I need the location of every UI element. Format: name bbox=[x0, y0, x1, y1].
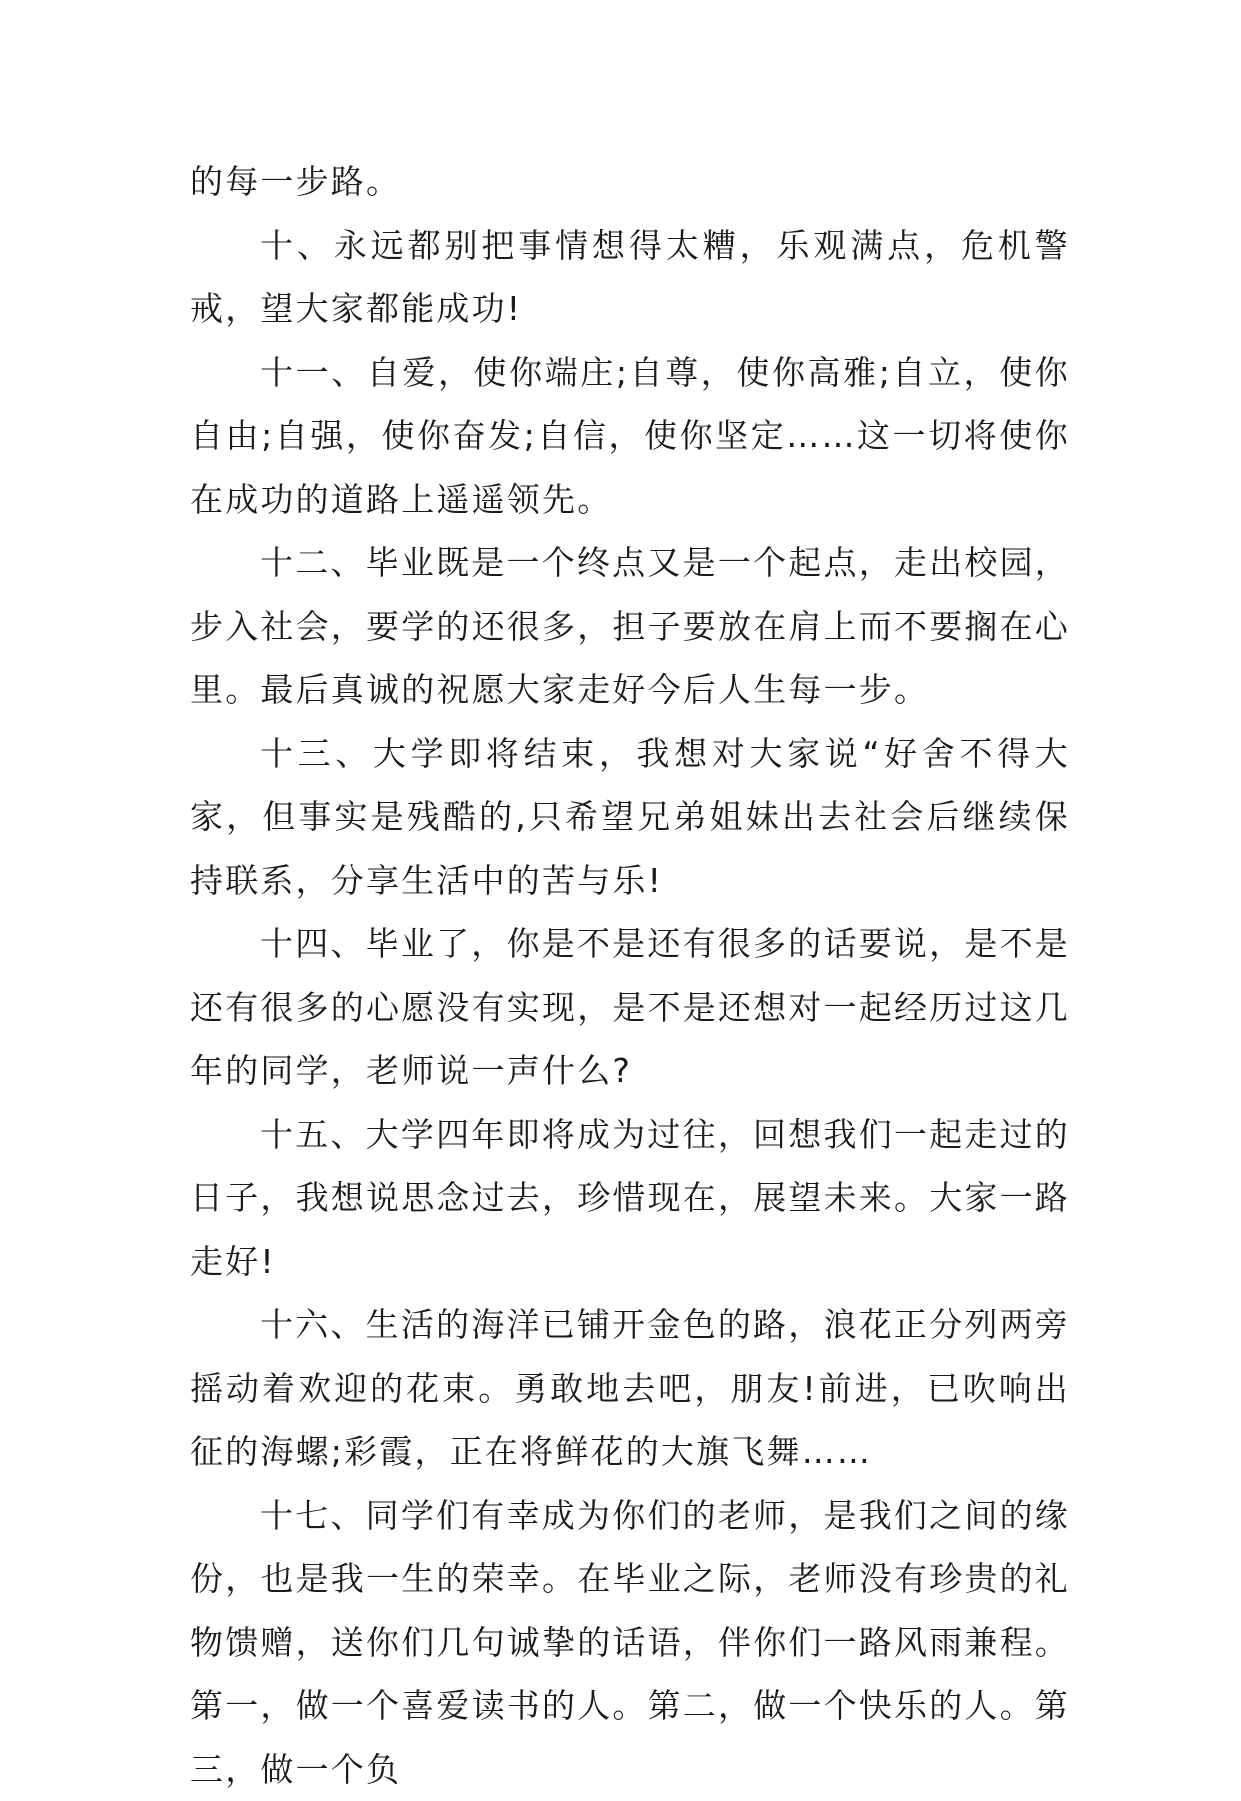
paragraph-item-12: 十二、毕业既是一个终点又是一个起点，走出校园，步入社会，要学的还很多，担子要放在肩上而不要搁在心里。最后真诚的祝愿大家走好今后人生每一步。 bbox=[190, 531, 1070, 722]
paragraph-item-10: 十、永远都别把事情想得太糟，乐观满点，危机警戒，望大家都能成功! bbox=[190, 214, 1070, 341]
body-text bbox=[190, 150, 1070, 1801]
paragraph-item-14: 十四、毕业了，你是不是还有很多的话要说，是不是还有很多的心愿没有实现，是不是还想对一起经历过这几年的同学，老师说一声什么? bbox=[190, 912, 1070, 1103]
paragraph-item-17: 十七、同学们有幸成为你们的老师，是我们之间的缘份，也是我一生的荣幸。在毕业之际，老师没有珍贵的礼物馈赠，送你们几句诚挚的话语，伴你们一路风雨兼程。第一，做一个喜爱读书的人。第二，做一个快乐的人。第三，做一个负 bbox=[190, 1484, 1070, 1801]
paragraph-continuation: 的每一步路。 bbox=[190, 150, 1070, 214]
paragraph-item-11: 十一、自爱，使你端庄;自尊，使你高雅;自立，使你自由;自强，使你奋发;自信，使你坚定……这一切将使你在成功的道路上遥遥领先。 bbox=[190, 341, 1070, 532]
paragraph-item-16: 十六、生活的海洋已铺开金色的路，浪花正分列两旁摇动着欢迎的花束。勇敢地去吧，朋友!前进，已吹响出征的海螺;彩霞，正在将鲜花的大旗飞舞…… bbox=[190, 1293, 1070, 1484]
paragraph-item-15: 十五、大学四年即将成为过往，回想我们一起走过的日子，我想说思念过去，珍惜现在，展望未来。大家一路走好! bbox=[190, 1103, 1070, 1294]
paragraph-item-13: 十三、大学即将结束，我想对大家说“好舍不得大家，但事实是残酷的,只希望兄弟姐妹出去社会后继续保持联系，分享生活中的苦与乐! bbox=[190, 722, 1070, 913]
